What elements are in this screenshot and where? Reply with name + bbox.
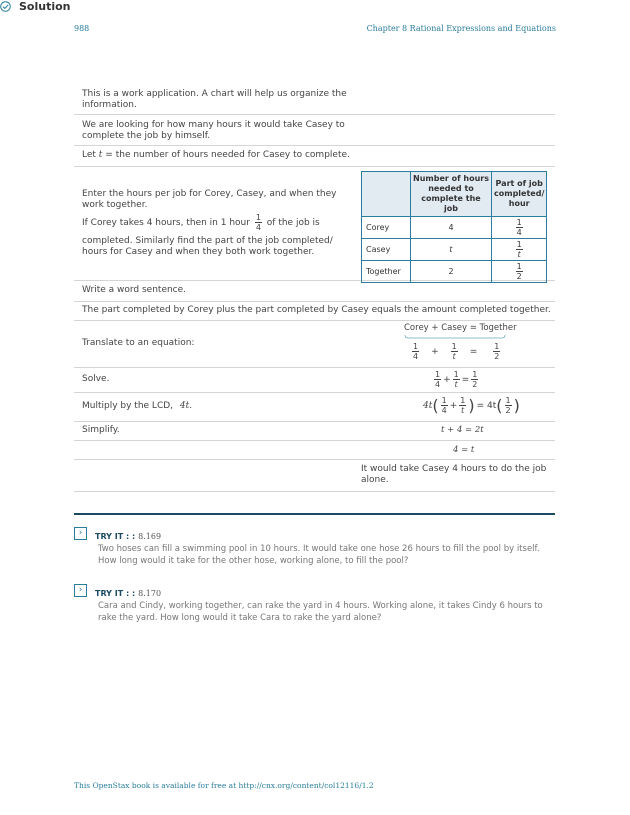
- step-enter-text-c: completed. Similarly find the part of the job completed/ hours for Casey and when they both work together.: [82, 236, 333, 257]
- row-part: $\frac{1}{4}$: [492, 217, 547, 239]
- step-intro-text: This is a work application. A chart will help us organize the information.: [82, 89, 347, 110]
- step-sentence: [74, 302, 555, 321]
- work-table: [361, 171, 547, 283]
- try-it-text: Two hoses can fill a swimming pool in 10 hours. It would take one hose 26 hours to fill the pool by itself. How long would it take for the other hose, working alone, to fill the pool?: [98, 544, 540, 566]
- table-header-part: Part of job completed/ hour: [492, 172, 547, 217]
- row-part: $\frac{1}{2}$: [492, 261, 547, 283]
- step-enter-text-a: Enter the hours per job for Corey, Casey, and when they work together.: [82, 189, 337, 210]
- try-it-number: 8.170: [138, 589, 162, 598]
- conclusion-text: It would take Casey 4 hours to do the job alone.: [361, 464, 547, 485]
- table-row: [362, 239, 547, 261]
- lcd-value: 4t: [179, 401, 190, 411]
- row-hours: t: [411, 239, 492, 261]
- step-word: [74, 281, 555, 302]
- multiply-label: Multiply by the LCD,: [82, 401, 174, 411]
- step-simplify-text: Simplify.: [82, 425, 120, 435]
- step-word-text: Write a word sentence.: [82, 285, 187, 295]
- row-part: $\frac{1}{t}$: [492, 239, 547, 261]
- check-circle-icon: [0, 1, 11, 12]
- step-solve: [74, 368, 555, 393]
- try-it-8-169: [74, 524, 161, 543]
- step-let: [74, 146, 555, 167]
- step-sentence-text: The part completed by Corey plus the part completed by Casey equals the amount completed together.: [82, 305, 551, 315]
- let-variable: t: [98, 150, 103, 160]
- chevron-right-icon[interactable]: ›: [74, 527, 87, 540]
- row-hours: 4: [411, 217, 492, 239]
- step-multiply-text: Multiply by the LCD, 4t.: [82, 401, 193, 411]
- one-quarter-fraction: $\frac{1}{4}$: [255, 213, 261, 232]
- result-equation: 4 = t: [453, 445, 475, 455]
- solution-title: Solution: [19, 0, 71, 13]
- table-header-blank: [362, 172, 411, 217]
- try-it-heading: [95, 524, 161, 543]
- section-divider: [74, 513, 555, 515]
- table-row: [362, 217, 547, 239]
- chevron-right-icon[interactable]: ›: [74, 584, 87, 597]
- let-prefix: Let: [82, 150, 96, 160]
- let-equals: =: [105, 150, 113, 160]
- enter-b-suffix: of the job is: [266, 218, 320, 228]
- enter-b-prefix: If Corey takes 4 hours, then in 1 hour: [82, 218, 250, 228]
- table-header-hours: Number of hours needed to complete the job: [411, 172, 492, 217]
- let-description: the number of hours needed for Casey to complete.: [115, 150, 350, 160]
- step-looking-text: We are looking for how many hours it would take Casey to complete the job by himself.: [82, 120, 345, 141]
- try-it-label: TRY IT : :: [95, 589, 136, 598]
- step-intro: [74, 84, 555, 115]
- word-equation: Corey + Casey = Together: [404, 323, 517, 333]
- simplified-equation: t + 4 = 2t: [441, 425, 484, 435]
- row-hours: 2: [411, 261, 492, 283]
- step-enter-text-b: [82, 213, 352, 232]
- row-name: Together: [362, 261, 411, 283]
- translated-equation: $\frac{1}{4}$ + $\frac{1}{t}$ = $\frac{1}{2}$: [413, 342, 500, 361]
- try-it-8-170: [74, 581, 161, 600]
- step-conclusion: [74, 460, 555, 492]
- step-result: [74, 441, 555, 460]
- step-translate-text: Translate to an equation:: [82, 338, 195, 348]
- equation-underline: [404, 334, 506, 340]
- table-header-row: [362, 172, 547, 217]
- solution-heading: [0, 0, 630, 13]
- multiply-equation: 4t ( $\frac{1}{4}$ + $\frac{1}{t}$ ) = 4t ( $\frac{1}{2}$ ): [423, 395, 520, 415]
- step-solve-text: Solve.: [82, 374, 110, 384]
- try-it-label: TRY IT : :: [95, 532, 136, 541]
- try-it-text: Cara and Cindy, working together, can rake the yard in 4 hours. Working alone, it takes Cindy 6 hours to rake the yard. How long would it take Cara to rake the yard alone?: [98, 601, 543, 623]
- solve-equation: $\frac{1}{4}$ + $\frac{1}{t}$ = $\frac{1}{2}$: [435, 370, 478, 389]
- table-row: [362, 261, 547, 283]
- step-looking: [74, 115, 555, 146]
- row-name: Casey: [362, 239, 411, 261]
- try-it-heading: [95, 581, 161, 600]
- row-name: Corey: [362, 217, 411, 239]
- chapter-title: Chapter 8 Rational Expressions and Equations: [366, 24, 556, 33]
- try-it-number: 8.169: [138, 532, 162, 541]
- step-let-text: [82, 150, 552, 161]
- footer-note: This OpenStax book is available for free at http://cnx.org/content/col12116/1.2: [74, 781, 374, 790]
- page-number: 988: [74, 24, 90, 33]
